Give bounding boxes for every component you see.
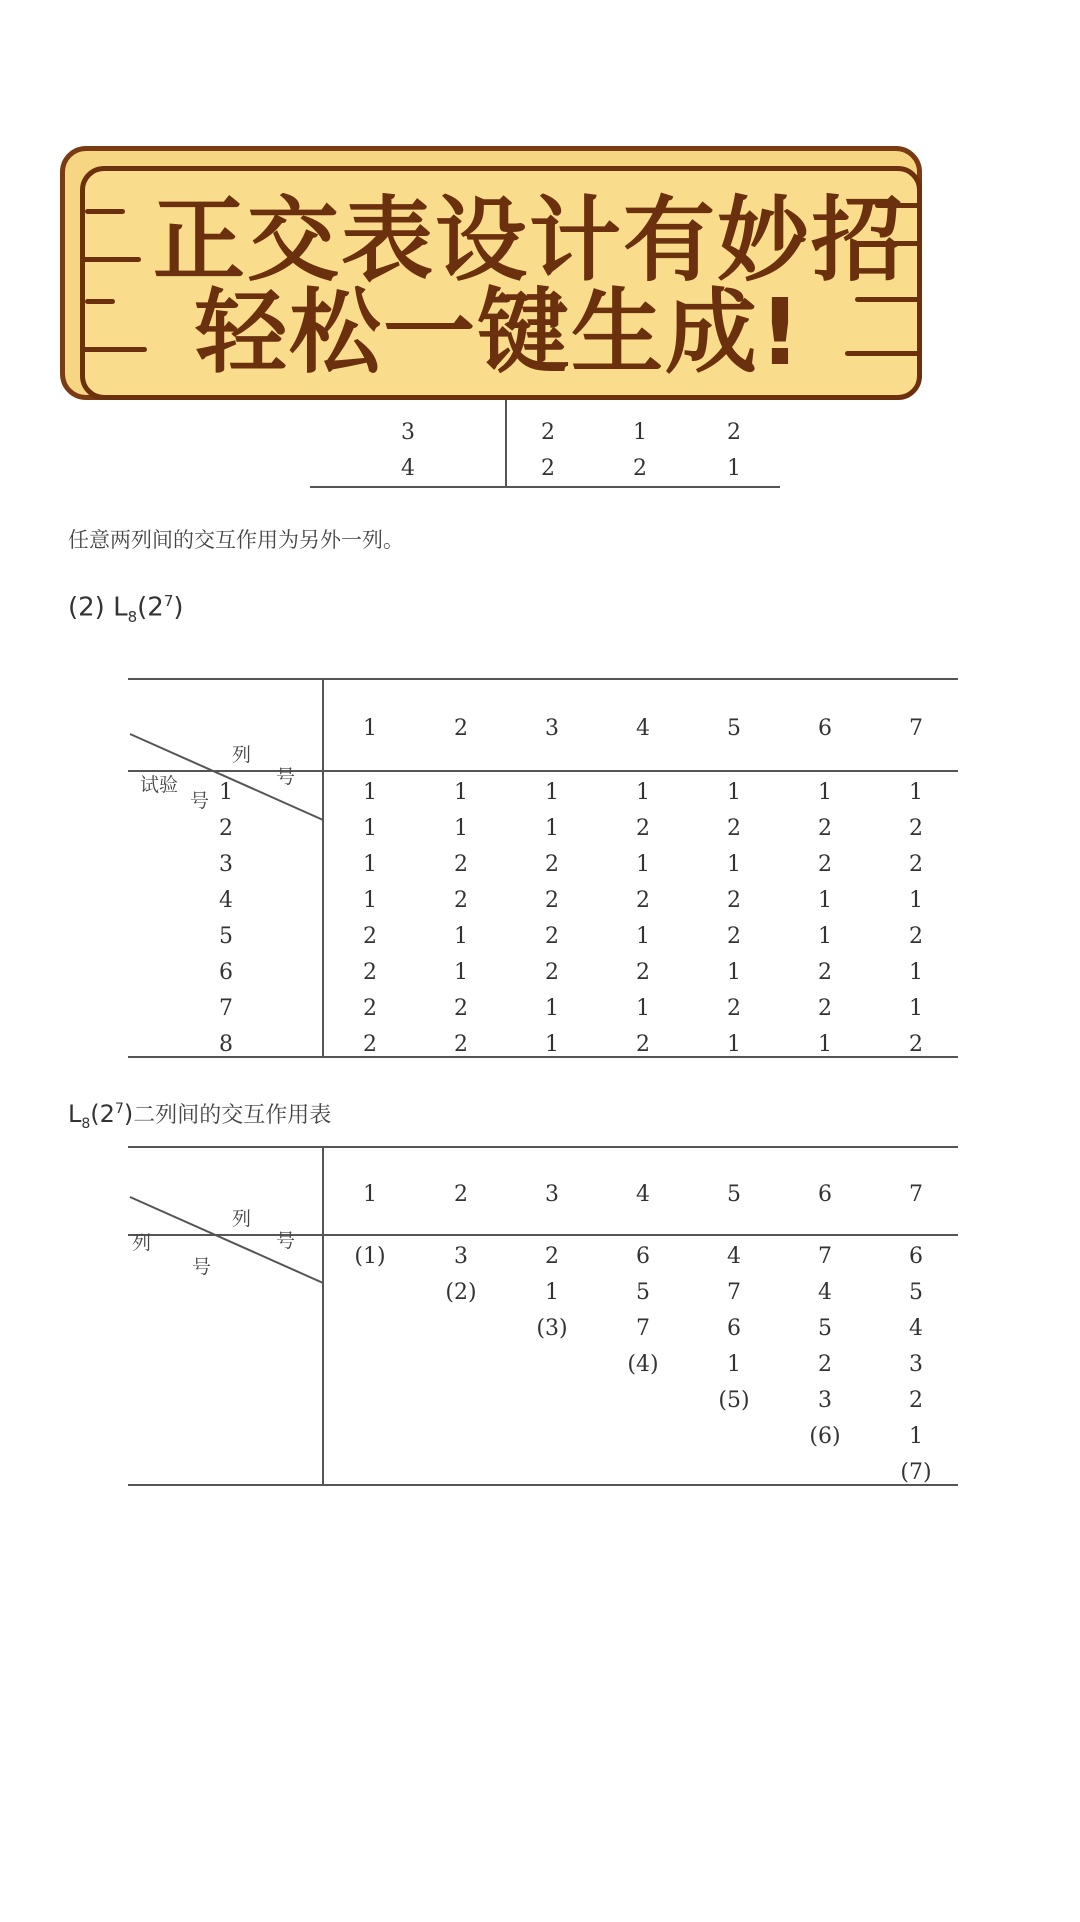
interaction-cell: 5 xyxy=(818,1316,832,1341)
l8-cell: 2 xyxy=(818,816,832,841)
l8-cell: 1 xyxy=(454,780,468,805)
l8-top-rule xyxy=(128,678,958,680)
l8-cell: 2 xyxy=(545,888,559,913)
interaction-corner-row-2: 号 xyxy=(192,1256,212,1278)
interaction-column-header: 7 xyxy=(909,1182,923,1207)
interaction-cell: (5) xyxy=(718,1388,750,1413)
l8-column-header: 2 xyxy=(454,716,468,741)
l8-cell: 2 xyxy=(727,996,741,1021)
l8-row-number: 4 xyxy=(219,888,233,913)
interaction-cell: 6 xyxy=(727,1316,741,1341)
l8-cell: 2 xyxy=(363,924,377,949)
interaction-cell: 1 xyxy=(727,1352,741,1377)
l8-heading xyxy=(68,592,184,626)
interaction-note: 任意两列间的交互作用为另外一列。 xyxy=(68,528,404,552)
l8-cell: 2 xyxy=(727,888,741,913)
interaction-cell: 6 xyxy=(636,1244,650,1269)
interaction-cell: (2) xyxy=(445,1280,477,1305)
l8-cell: 1 xyxy=(909,888,923,913)
l8-column-header: 1 xyxy=(363,716,377,741)
l8-corner-row-2: 号 xyxy=(190,790,210,812)
l8-cell: 1 xyxy=(818,780,832,805)
l8-header-rule xyxy=(128,770,958,772)
l8-column-header: 3 xyxy=(545,716,559,741)
l8-row-number: 5 xyxy=(219,924,233,949)
interaction-cell: 4 xyxy=(727,1244,741,1269)
l8-cell: 1 xyxy=(363,816,377,841)
l4-bottom-rule xyxy=(310,486,780,488)
banner-title-line2: 轻松一键生成! xyxy=(195,279,803,386)
l8-cell: 1 xyxy=(454,924,468,949)
interaction-column-header: 4 xyxy=(636,1182,650,1207)
l8-cell: 1 xyxy=(454,816,468,841)
l8-cell: 2 xyxy=(636,960,650,985)
l8-cell: 1 xyxy=(818,924,832,949)
interaction-cell: 2 xyxy=(545,1244,559,1269)
l8-cell: 1 xyxy=(636,780,650,805)
interaction-cell: 7 xyxy=(727,1280,741,1305)
l8-cell: 2 xyxy=(454,1032,468,1057)
l8-cell: 1 xyxy=(909,960,923,985)
l8-cell: 1 xyxy=(545,780,559,805)
l8-heading-sup: 7 xyxy=(163,592,174,610)
interaction-column-header: 3 xyxy=(545,1182,559,1207)
interaction-cell: 5 xyxy=(909,1280,923,1305)
l8-cell: 2 xyxy=(636,888,650,913)
l8-column-header: 5 xyxy=(727,716,741,741)
l4-cell: 2 xyxy=(541,420,555,445)
l8-cell: 1 xyxy=(545,996,559,1021)
l8-cell: 1 xyxy=(727,1032,741,1057)
l8-row-number: 3 xyxy=(219,852,233,877)
interaction-bottom-rule xyxy=(128,1484,958,1486)
l8-cell: 2 xyxy=(727,924,741,949)
interaction-caption-text: 二列间的交互作用表 xyxy=(133,1103,332,1128)
interaction-cell: 4 xyxy=(818,1280,832,1305)
l8-cell: 1 xyxy=(727,852,741,877)
interaction-header-rule xyxy=(128,1234,958,1236)
l8-column-header: 7 xyxy=(909,716,923,741)
interaction-cell: 1 xyxy=(545,1280,559,1305)
interaction-caption-prefix: L xyxy=(68,1100,82,1128)
l8-row-number: 7 xyxy=(219,996,233,1021)
l8-cell: 2 xyxy=(454,852,468,877)
interaction-cell: 7 xyxy=(636,1316,650,1341)
l4-cell: 1 xyxy=(633,420,647,445)
interaction-caption-base: (2 xyxy=(90,1100,115,1128)
title-banner xyxy=(80,166,922,400)
l8-row-number: 8 xyxy=(219,1032,233,1057)
l8-heading-base: (2 xyxy=(137,592,164,623)
interaction-column-header: 5 xyxy=(727,1182,741,1207)
l8-cell: 2 xyxy=(545,852,559,877)
l8-cell: 1 xyxy=(363,888,377,913)
l4-row-number: 3 xyxy=(401,420,415,445)
l8-cell: 1 xyxy=(909,996,923,1021)
l8-cell: 1 xyxy=(727,960,741,985)
interaction-corner-col-2: 号 xyxy=(276,1230,296,1252)
l8-cell: 1 xyxy=(818,888,832,913)
interaction-top-rule xyxy=(128,1146,958,1148)
l8-cell: 2 xyxy=(363,1032,377,1057)
l4-cell: 2 xyxy=(633,456,647,481)
l4-cell: 2 xyxy=(541,456,555,481)
l8-row-number: 2 xyxy=(219,816,233,841)
l4-row-number: 4 xyxy=(401,456,415,481)
interaction-cell: 7 xyxy=(818,1244,832,1269)
l8-cell: 2 xyxy=(454,996,468,1021)
interaction-cell: (3) xyxy=(536,1316,568,1341)
interaction-column-header: 2 xyxy=(454,1182,468,1207)
l8-cell: 2 xyxy=(636,816,650,841)
l8-cell: 2 xyxy=(818,960,832,985)
l8-cell: 1 xyxy=(909,780,923,805)
l8-cell: 2 xyxy=(909,1032,923,1057)
interaction-cell: 3 xyxy=(454,1244,468,1269)
l8-cell: 1 xyxy=(454,960,468,985)
interaction-cell: 3 xyxy=(909,1352,923,1377)
interaction-cell: 2 xyxy=(818,1352,832,1377)
interaction-corner-row-1: 列 xyxy=(132,1232,152,1254)
l8-column-header: 6 xyxy=(818,716,832,741)
l8-corner-col-2: 号 xyxy=(276,766,296,788)
l8-cell: 2 xyxy=(363,960,377,985)
l8-cell: 1 xyxy=(363,780,377,805)
l4-cell: 1 xyxy=(727,456,741,481)
l8-cell: 2 xyxy=(818,996,832,1021)
interaction-caption-sub: 8 xyxy=(81,1115,91,1132)
l8-heading-close: ) xyxy=(173,592,184,623)
l8-cell: 1 xyxy=(636,924,650,949)
l8-row-number: 1 xyxy=(219,780,233,805)
interaction-caption-close: ) xyxy=(123,1100,134,1128)
l8-column-header: 4 xyxy=(636,716,650,741)
l4-cell: 2 xyxy=(727,420,741,445)
interaction-caption xyxy=(68,1098,331,1132)
interaction-cell: 4 xyxy=(909,1316,923,1341)
l8-cell: 1 xyxy=(727,780,741,805)
l8-cell: 2 xyxy=(909,924,923,949)
l8-row-number: 6 xyxy=(219,960,233,985)
interaction-column-header: 1 xyxy=(363,1182,377,1207)
l8-cell: 2 xyxy=(545,960,559,985)
l8-heading-sub: 8 xyxy=(127,607,138,626)
l8-cell: 2 xyxy=(545,924,559,949)
interaction-cell: 5 xyxy=(636,1280,650,1305)
l8-cell: 2 xyxy=(727,816,741,841)
interaction-cell: 6 xyxy=(909,1244,923,1269)
l8-cell: 1 xyxy=(545,816,559,841)
l8-cell: 1 xyxy=(636,996,650,1021)
banner-title-line1: 正交表设计有妙招 xyxy=(153,187,906,294)
l8-cell: 1 xyxy=(818,1032,832,1057)
l8-corner-col-1: 列 xyxy=(232,744,252,766)
l8-cell: 2 xyxy=(363,996,377,1021)
interaction-caption-sup: 7 xyxy=(114,1101,124,1117)
l8-corner-row-1: 试验 xyxy=(140,774,179,796)
l8-cell: 2 xyxy=(818,852,832,877)
l8-cell: 1 xyxy=(545,1032,559,1057)
l8-cell: 1 xyxy=(363,852,377,877)
interaction-cell: (7) xyxy=(900,1460,932,1485)
l8-cell: 1 xyxy=(636,852,650,877)
interaction-stub-divider xyxy=(322,1146,324,1486)
l8-cell: 2 xyxy=(454,888,468,913)
interaction-cell: 2 xyxy=(909,1388,923,1413)
l8-heading-prefix: (2) L xyxy=(68,592,128,623)
interaction-cell: 3 xyxy=(818,1388,832,1413)
l8-cell: 2 xyxy=(909,852,923,877)
l8-cell: 2 xyxy=(909,816,923,841)
interaction-column-header: 6 xyxy=(818,1182,832,1207)
l8-cell: 2 xyxy=(636,1032,650,1057)
l8-bottom-rule xyxy=(128,1056,958,1058)
interaction-cell: (4) xyxy=(627,1352,659,1377)
interaction-cell: (6) xyxy=(809,1424,841,1449)
interaction-corner-col-1: 列 xyxy=(232,1208,252,1230)
l8-stub-divider xyxy=(322,678,324,1058)
interaction-cell: 1 xyxy=(909,1424,923,1449)
interaction-cell: (1) xyxy=(354,1244,386,1269)
